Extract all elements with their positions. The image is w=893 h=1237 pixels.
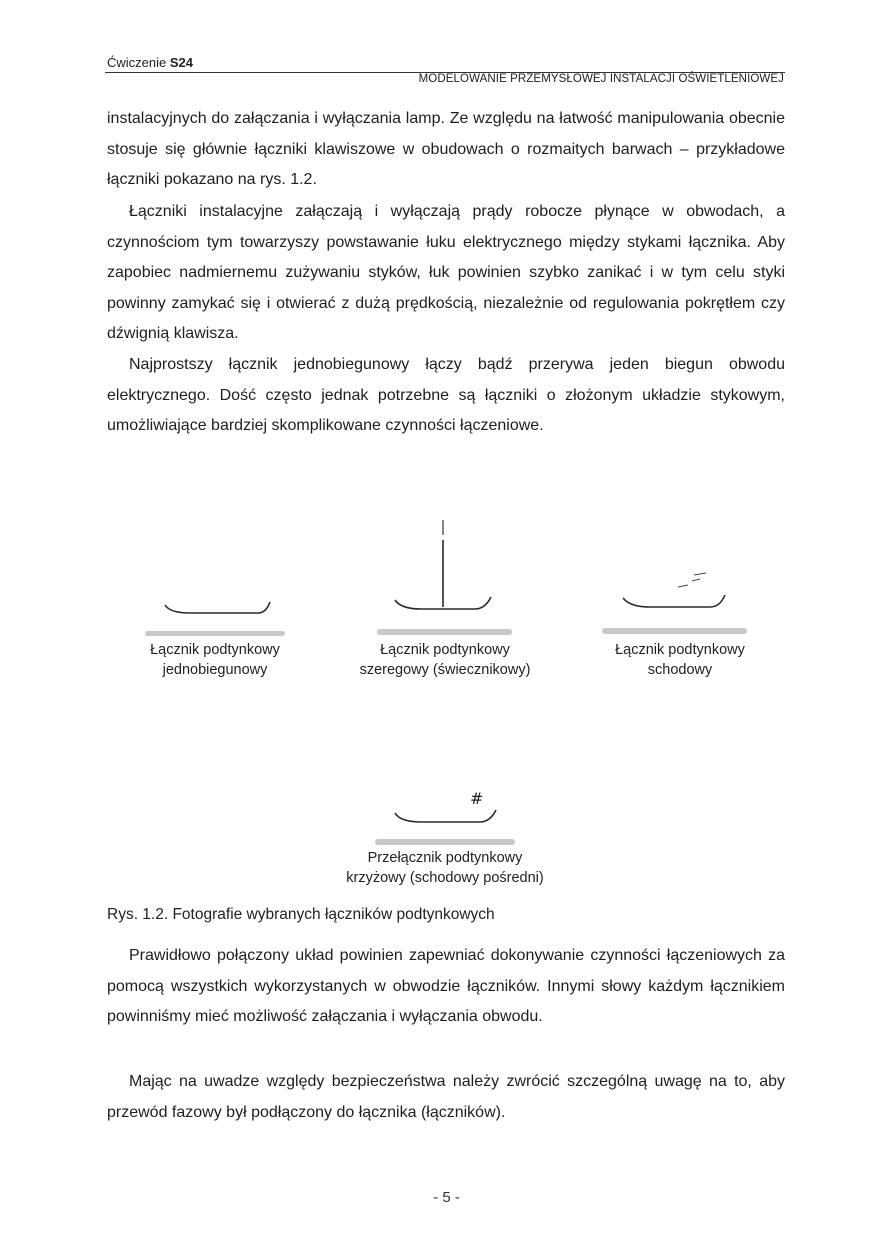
figure-switch-series bbox=[335, 505, 555, 680]
figure-switch-staircase bbox=[590, 565, 770, 680]
page-number: - 5 - bbox=[433, 1189, 460, 1206]
figure-switch-single bbox=[130, 575, 300, 680]
paragraph-2: Łączniki instalacyjne załączają i wyłączają prądy robocze płynące w obwodach, a czynnościom tym towarzyszy powstawanie łuku elektrycznego między stykami łącznika. Aby zapobiec nadmiernemu zużywaniu styków, łuk powinien szybko zanikać i w tym celu styki powinny zamykać się i otwierać z dużą prędkością, niezależnie od regulowania pokrętłem czy dźwignią klawisza. bbox=[107, 203, 785, 342]
switch-cross-icon bbox=[330, 780, 560, 848]
switch-series-icon bbox=[335, 505, 555, 640]
paragraph-5: Mając na uwadze względy bezpieczeństwa należy zwrócić szczególną uwagę na to, aby przewód fazowy był podłączony do łącznika (łączników). bbox=[107, 1073, 785, 1121]
exercise-code: S24 bbox=[169, 55, 194, 70]
figure-caption-2: Łącznik podtynkowy szeregowy (świecznikowy) bbox=[359, 642, 531, 678]
paragraph-4: Prawidłowo połączony układ powinien zapewniać dokonywanie czynności łączeniowych za pomocą wszystkich wykorzystanych w obwodzie łączników. Innymi słowy każdym łącznikiem powinniśmy mieć możliwość załączania i wyłączania obwodu. bbox=[107, 947, 785, 1025]
cross-mark: # bbox=[470, 789, 484, 808]
switch-single-icon bbox=[130, 575, 300, 640]
exercise-label: Ćwiczenie S24 bbox=[107, 55, 194, 70]
figure-caption-1: Łącznik podtynkowy jednobiegunowy bbox=[150, 642, 280, 678]
switch-staircase-icon bbox=[590, 565, 770, 640]
paragraph-3: Najprostszy łącznik jednobiegunowy łączy bądź przerywa jeden biegun obwodu elektrycznego. Dość często jednak potrzebne są łączniki o złożonym układzie stykowym, umożliwiające bardziej skomplikowane czynności łączeniowe. bbox=[107, 356, 785, 434]
figure-title: Rys. 1.2. Fotografie wybranych łączników podtynkowych bbox=[107, 906, 495, 923]
figure-switch-cross bbox=[330, 780, 560, 888]
figure-caption-4: Przełącznik podtynkowy krzyżowy (schodowy pośredni) bbox=[346, 850, 544, 886]
figure-caption-3: Łącznik podtynkowy schodowy bbox=[615, 642, 745, 678]
paragraph-1: instalacyjnych do załączania i wyłączania lamp. Ze względu na łatwość manipulowania obecnie stosuje się głównie łączniki klawiszowe w obudowach o rozmaitych barwach – przykładowe łączniki pokazano na rys. 1.2. bbox=[107, 110, 785, 188]
header-title: MODELOWANIE PRZEMYSŁOWEJ INSTALACJI OŚWIETLENIOWEJ bbox=[418, 73, 784, 85]
